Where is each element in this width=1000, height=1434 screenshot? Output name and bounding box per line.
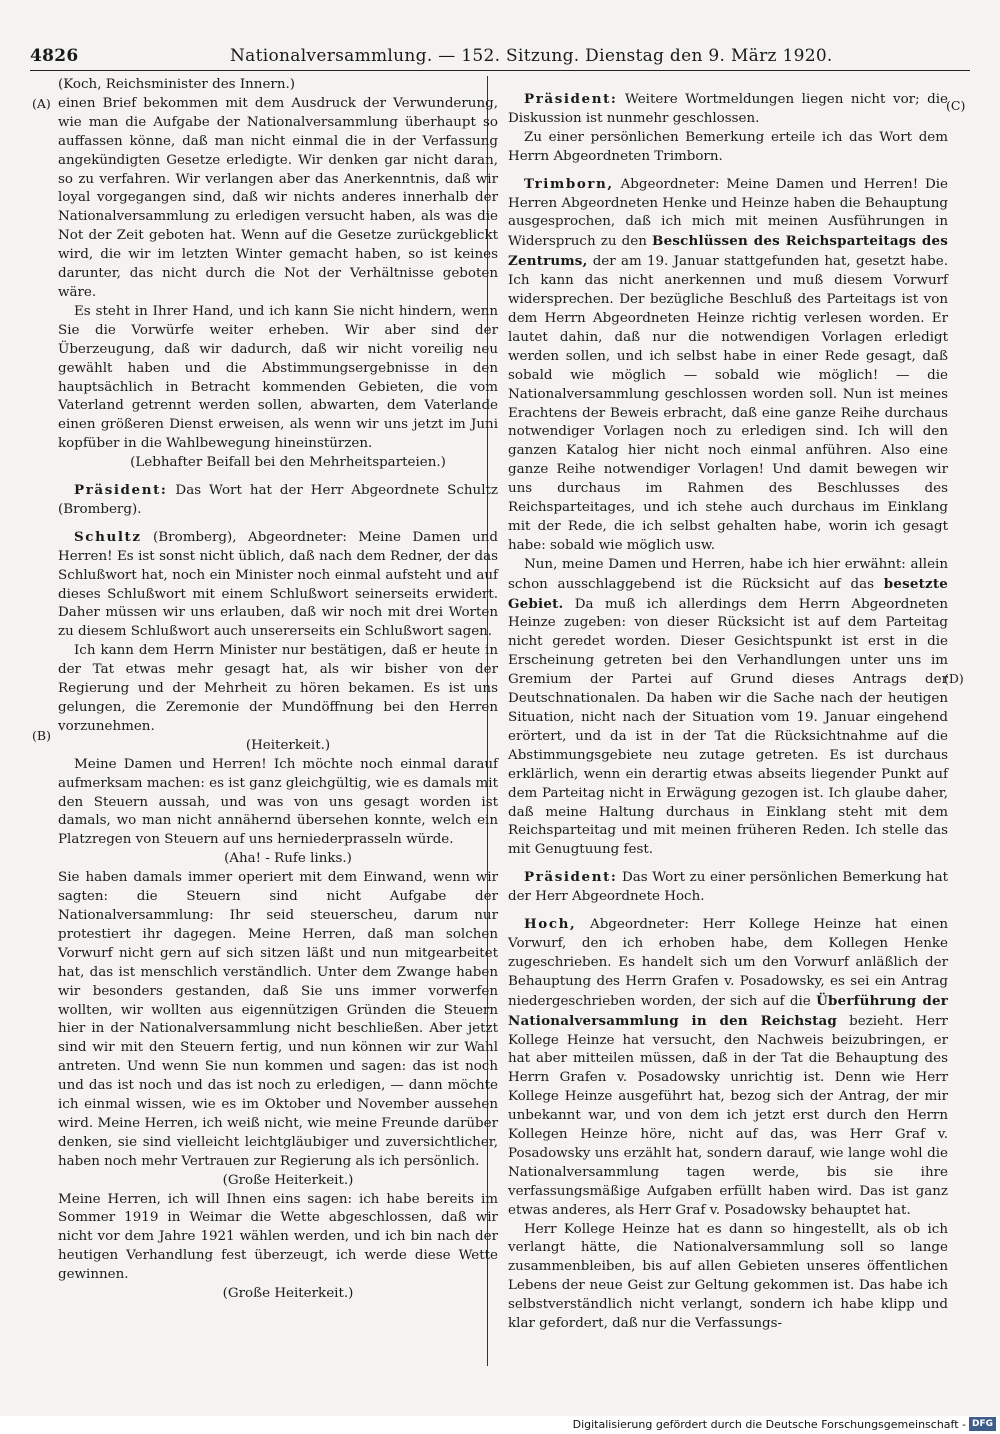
digitization-credit: Digitalisierung gefördert durch die Deutsche Forschungsgemeinschaft - xyxy=(572,1418,966,1431)
speech-text: Das Wort zu einer persönlichen Bemerkung hat der Herr Abgeordnete Hoch. xyxy=(508,870,948,905)
paragraph xyxy=(508,556,948,861)
speaker-name: Präsident: xyxy=(74,482,168,499)
reaction: (Große Heiterkeit.) xyxy=(222,1286,354,1302)
paragraph: Zu einer persönlichen Bemerkung erteile ich das Wort dem Herrn Abgeordneten Trimborn. xyxy=(508,129,948,164)
speech-text: bezieht. Herr Kollege Heinze hat versucht, den Nachweis beizubringen, er hat aber mitteilen müssen, daß in der Tat die Behauptung des Herrn Grafen v. Posadowsky unrichtig ist. Denn wie Herr Kollege Heinze ausgeführt hat, bezog sich der Antrag, der mir unbekannt war, und von dem ich jetzt erst durch den Herrn Kollegen Heinze höre, nicht auf das, was Herr Graf v. Posadowsky uns erzählt hat, sondern darauf, wie lange wohl die Nationalversammlung tagen werde, bis sie ihre verfassungsmäßige Aufgaben erfüllt haben wird. Das ist ganz etwas anderes, als Herr Graf v. Posadowsky behauptet hat. xyxy=(508,1013,948,1218)
speaker-name: Hoch, xyxy=(524,916,577,933)
emphasis: besetzte Gebiet. xyxy=(508,575,948,612)
paragraph: Meine Damen und Herren! Ich möchte noch einmal darauf aufmerksam machen: es ist ganz gleichgültig, wie es damals mit den Steuern aussah, und was von uns gesagt worden ist damals, wo man nicht annähernd übersehen konnte, welch ein Platzregen von Steuern auf uns herniederprasseln würde. xyxy=(58,756,498,848)
reaction: (Lebhafter Beifall bei den Mehrheitsparteien.) xyxy=(130,455,446,471)
speaker-name: Präsident: xyxy=(524,91,618,107)
speech-text: Weitere Wortmeldungen liegen nicht vor; die Diskussion ist nunmehr geschlossen. xyxy=(508,92,948,126)
paragraph: Es steht in Ihrer Hand, und ich kann Sie nicht hindern, wenn Sie die Vorwürfe weiter erheben. Wir aber sind der Überzeugung, daß wir dadurch, daß wir nicht voreilig neu gewählt haben und die Abstimmungsergebnisse in den hauptsächlich in Betracht kommenden Gebieten, die vom Vaterland getrennt werden sollen, abwarten, dem Vaterlande einen größeren Dienst erweisen, als wenn wir uns jetzt im Juni kopfüber in die Wahlbewegung hineinstürzen. xyxy=(58,303,498,452)
speech-president xyxy=(508,90,948,129)
left-column xyxy=(58,76,498,1304)
reaction: (Große Heiterkeit.) xyxy=(222,1172,354,1188)
speech-text: (Bromberg), Abgeordneter: Meine Damen und Herren! Es ist sonst nicht üblich, daß nach dem Redner, der das Schlußwort hat, noch ein Minister noch einmal aufsteht und auf dieses Schlußwort mit einem Schlußwort seinerseits erwidert. Daher müssen wir uns erlauben, daß wir noch mit drei Worten zu diesem Schlußwort auch unsererseits ein Schlußwort sagen. xyxy=(58,529,498,640)
margin-marker-d: (D) xyxy=(944,671,964,686)
page-header xyxy=(30,44,970,70)
speech-president xyxy=(58,481,498,520)
paragraph: einen Brief bekommen mit dem Ausdruck der Verwunderung, wie man die Aufgabe der Nationalversammlung überhaupt so auffassen könne, daß man nicht einmal die in der Verfassung angekündigten Gesetze erledigte. Wir denken gar nicht daran, so zu verfahren. Wir verlangen aber das Anerkenntnis, daß wir loyal vorgegangen sind, daß wir nichts anderes innerhalb der Nationalversammlung zu erledigen versucht haben, als was die Not der Zeit geboten hat. Wenn auf die Gesetze zurückgeblickt wird, die wir im letzten Winter gemacht haben, so ist keines darunter, das nicht durch die Not der Verhältnisse geboten wäre. xyxy=(58,95,498,300)
header-rule xyxy=(30,70,970,71)
margin-marker-c: (C) xyxy=(946,98,966,113)
paragraph: Meine Herren, ich will Ihnen eins sagen: ich habe bereits im Sommer 1919 in Weimar die Wette abgeschlossen, daß wir nicht vor dem Jahre 1921 wählen werden, und ich bin nach der heutigen Verhandlung fest überzeugt, ich werde diese Wette gewinnen. xyxy=(58,1191,498,1283)
speech-text: Abgeordneter: Meine Damen und Herren! Die Herren Abgeordneten Henke und Heinze haben die Behauptung ausgesprochen, daß ich mich mit meinen Ausführungen in Widerspruch zu den xyxy=(508,176,948,250)
speaker-continuation: (Koch, Reichsminister des Innern.) xyxy=(58,77,295,92)
paragraph: Herr Kollege Heinze hat es dann so hingestellt, als ob ich verlangt hätte, die Nationalversammlung soll so lange zusammenbleiben, bis auf allen Gebieten unseres öffentlichen Lebens der neue Geist zur Geltung gekommen ist. Das habe ich selbstverständlich nicht verlangt, sondern ich habe klipp und klar gefordert, daß nur die Verfassungs- xyxy=(508,1221,948,1332)
paragraph: Ich kann dem Herrn Minister nur bestätigen, daß er heute in der Tat etwas mehr gesagt hat, als wir bisher von der Regierung und der Mehrheit zu hören bekamen. Es ist uns gelungen, die Zeremonie der Mundöffnung bei den Herren vorzunehmen. xyxy=(58,643,498,734)
speech-text: Da muß ich allerdings dem Herrn Abgeordneten Heinze zugeben: von dieser Rücksicht ist auf dem Parteitag nicht geredet worden. Dieser Gesichtspunkt ist erst in die Erscheinung getreten bei den Verhandlungen unter uns im Gremium der Partei auf Grund dieses Antrags der Deutschnationalen. Da haben wir die Sache nach der heutigen Situation, nicht nach der Situation vom 19. Januar eingehend erörtert, und da ist in der Tat die Rücksichtnahme auf die Abstimmungsgebiete neu zutage getreten. Es ist durchaus erklärlich, wenn ein derartig etwas abseits liegender Punkt auf dem Parteitag nicht in Erwägung gezogen ist. Ich glaube daher, daß meine Haltung durchaus in Einklang steht mit dem Reichsparteitag und mit meinen früheren Reden. Ich stelle das mit Genugtuung fest. xyxy=(508,596,948,858)
speech-hoch xyxy=(508,915,948,1221)
speaker-name: Trimborn, xyxy=(524,175,614,192)
reaction: (Aha! - Rufe links.) xyxy=(224,851,352,867)
right-column xyxy=(508,76,948,1334)
page-number: 4826 xyxy=(30,46,79,66)
running-title: Nationalversammlung. — 152. Sitzung. Dienstag den 9. März 1920. xyxy=(230,46,833,66)
speech-president xyxy=(508,868,948,907)
speaker-name: Schultz xyxy=(74,528,142,545)
speech-text: Abgeordneter: Herr Kollege Heinze hat einen Vorwurf, den ich erhoben habe, dem Kollegen Henke zugeschrieben. Es handelt sich um den Vorwurf anläßlich der Behauptung des Herrn Grafen v. Posadowsky, es sei ein Antrag niedergeschrieben worden, der sich auf die xyxy=(508,917,948,1009)
emphasis: Überführung der Nationalversammlung in den Reichstag xyxy=(508,992,948,1029)
speaker-name: Präsident: xyxy=(524,869,618,886)
footer xyxy=(0,1416,1000,1434)
emphasis: Beschlüssen des Reichsparteitags des Zentrums, xyxy=(508,233,948,270)
reaction: (Heiterkeit.) xyxy=(245,737,331,753)
dfg-logo: DFG xyxy=(969,1417,996,1431)
margin-marker-a: (A) xyxy=(32,96,51,111)
speech-text: der am 19. Januar stattgefunden hat, gesetzt habe. Ich kann das nicht anerkennen und muß diesem Vorwurf widersprechen. Der bezügliche Beschluß des Parteitags ist von dem Herrn Abgeordneten Heinze richtig verlesen worden. Er lautet dahin, daß nur die notwendigen Vorlagen erledigt werden sollen, und ich selbst habe in einer Rede gesagt, daß sobald wie möglich — sobald wie möglich! — die Nationalversammlung geschlossen worden soll. Nun ist meines Erachtens der Beweis erbracht, daß eine ganze Reihe durchaus notwendiger Vorlagen noch zu erledigen sind. Ich will den ganzen Katalog hier nicht noch einmal anführen. Also eine ganze Reihe notwendiger Vorlagen! Und damit bewegen wir uns durchaus im Rahmen des Beschlusses des Reichsparteitages, und ich stehe auch durchaus im Einklang mit der Rede, die ich selbst gehalten habe, worin ich gesagt habe: sobald wie möglich usw. xyxy=(508,254,948,553)
paragraph: Sie haben damals immer operiert mit dem Einwand, wenn wir sagten: die Steuern sind nicht Aufgabe der Nationalversammlung: Ihr seid steuerscheu, darum nur protestiert ihr dagegen. Meine Herren, daß man solchen Vorwurf nicht gern auf sich sitzen läßt und nun mitgearbeitet hat, das ist menschlich verständlich. Unter dem Zwange haben wir besonders gestanden, daß Sie uns immer vorwerfen wollten, wir wollten aus eigennützigen Gründen die Steuern hier in der Nationalversammlung nicht beschließen. Aber jetzt sind wir mit den Steuern fertig, und nun können wir zur Wahl antreten. Und wenn Sie nun kommen und sagen: das ist noch und das ist noch und das ist noch zu erledigen, — dann möchte ich einmal wissen, wie es im Oktober und November aussehen wird. Meine Herren, ich weiß nicht, wie meine Freunde darüber denken, sie sind vielleicht leichtgläubiger und zuversichtlicher, haben noch mehr Vertrauen zur Regierung als ich persönlich. xyxy=(58,870,498,1169)
speech-text: Das Wort hat der Herr Abgeordnete Schultz (Bromberg). xyxy=(58,483,498,517)
speech-trimborn xyxy=(508,175,948,556)
speech-schultz xyxy=(58,528,498,642)
margin-marker-b: (B) xyxy=(32,728,51,743)
speech-text: Nun, meine Damen und Herren, habe ich hier erwähnt: allein schon ausschlaggebend ist die Rücksicht auf das xyxy=(508,556,948,592)
